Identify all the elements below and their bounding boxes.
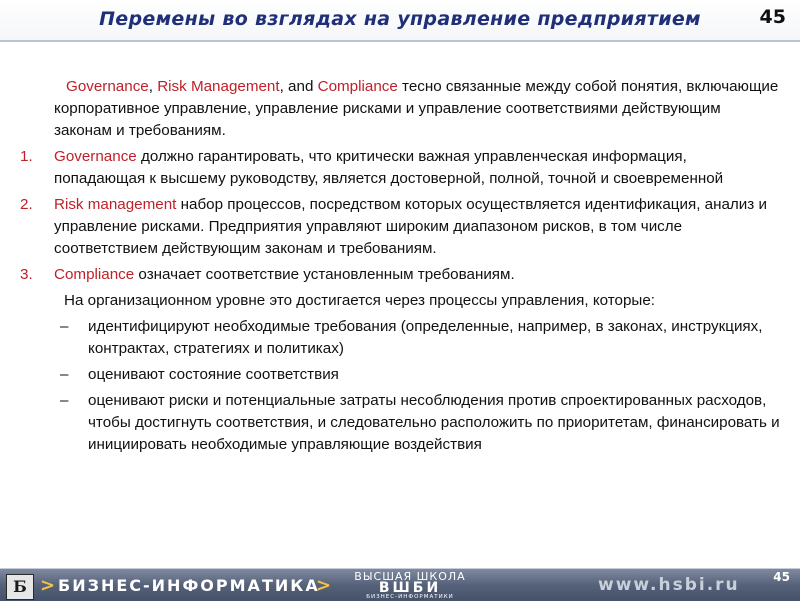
bullet-item <box>0 390 800 456</box>
page-number-bottom: 45 <box>773 570 790 584</box>
bullet-text: оценивают состояние соответствия <box>88 366 339 383</box>
numbered-item-governance <box>0 146 800 190</box>
dash-mark: – <box>60 392 69 409</box>
intro-paragraph <box>54 76 780 142</box>
item-text: означает соответствие установленным требованиям. <box>134 266 515 283</box>
footer-brand: БИЗНЕС-ИНФОРМАТИКА <box>58 576 320 595</box>
footer-bar <box>0 568 800 601</box>
item-text: должно гарантировать, что критически важная управленческая информация, попадающая к высшему руководству, является достоверной, полной, точной и своевременной <box>54 148 724 187</box>
arrow-icon: > <box>40 575 56 596</box>
school-line-1: ВЫСШАЯ ШКОЛА <box>354 570 466 583</box>
item-number: 1. <box>20 148 33 165</box>
item-text: набор процессов, посредством которых осуществляется идентификация, анализ и управление рисками. Предприятия управляют широким диапазоном рисков, в том числе соответствием действующим законам и требованиям. <box>54 196 767 257</box>
term-governance: Governance <box>66 78 149 95</box>
item-number: 2. <box>20 196 33 213</box>
item-term: Risk management <box>54 196 177 213</box>
numbered-item-compliance <box>0 264 800 286</box>
dash-mark: – <box>60 318 69 335</box>
slide-title: Перемены во взглядах на управление предприятием <box>99 8 701 30</box>
numbered-item-risk-management <box>0 194 800 260</box>
arrow-icon: > <box>316 575 332 596</box>
term-risk-management: Risk Management <box>157 78 280 95</box>
footer-url-link[interactable]: www.hsbi.ru <box>598 575 740 595</box>
bullet-text: оценивают риски и потенциальные затраты несоблюдения против спроектированных расходов, чтобы достигнуть соответствия, и следовательно расположить по приоритетам, финансировать и инициировать необходимые управляющие воздействия <box>88 392 780 453</box>
item-number: 3. <box>20 266 33 283</box>
logo-icon: Б <box>6 574 34 600</box>
dash-mark: – <box>60 366 69 383</box>
bullet-text: идентифицируют необходимые требования (определенные, например, в законах, инструкциях, контрактах, стратегиях и политиках) <box>88 318 763 357</box>
term-compliance: Compliance <box>317 78 398 95</box>
intro-sep-2: , and <box>279 78 318 95</box>
intro-sep-1: , <box>148 78 158 95</box>
item-term: Compliance <box>54 266 135 283</box>
slide-content <box>0 76 800 460</box>
org-level-paragraph: На организационном уровне это достигается через процессы управления, которые: <box>64 292 656 309</box>
school-logo <box>345 571 475 600</box>
intro-text: тесно связанные между собой понятия, включающие корпоративное управление, управление рисками и управление соответствиями действующим законам и требованиям. <box>54 78 779 139</box>
bullet-item <box>0 364 800 386</box>
school-line-3: БИЗНЕС-ИНФОРМАТИКИ <box>366 594 454 600</box>
school-line-2: ВШБИ <box>378 580 442 596</box>
item-term: Governance <box>54 148 137 165</box>
page-number-top: 45 <box>759 6 786 28</box>
bullet-item <box>0 316 800 360</box>
